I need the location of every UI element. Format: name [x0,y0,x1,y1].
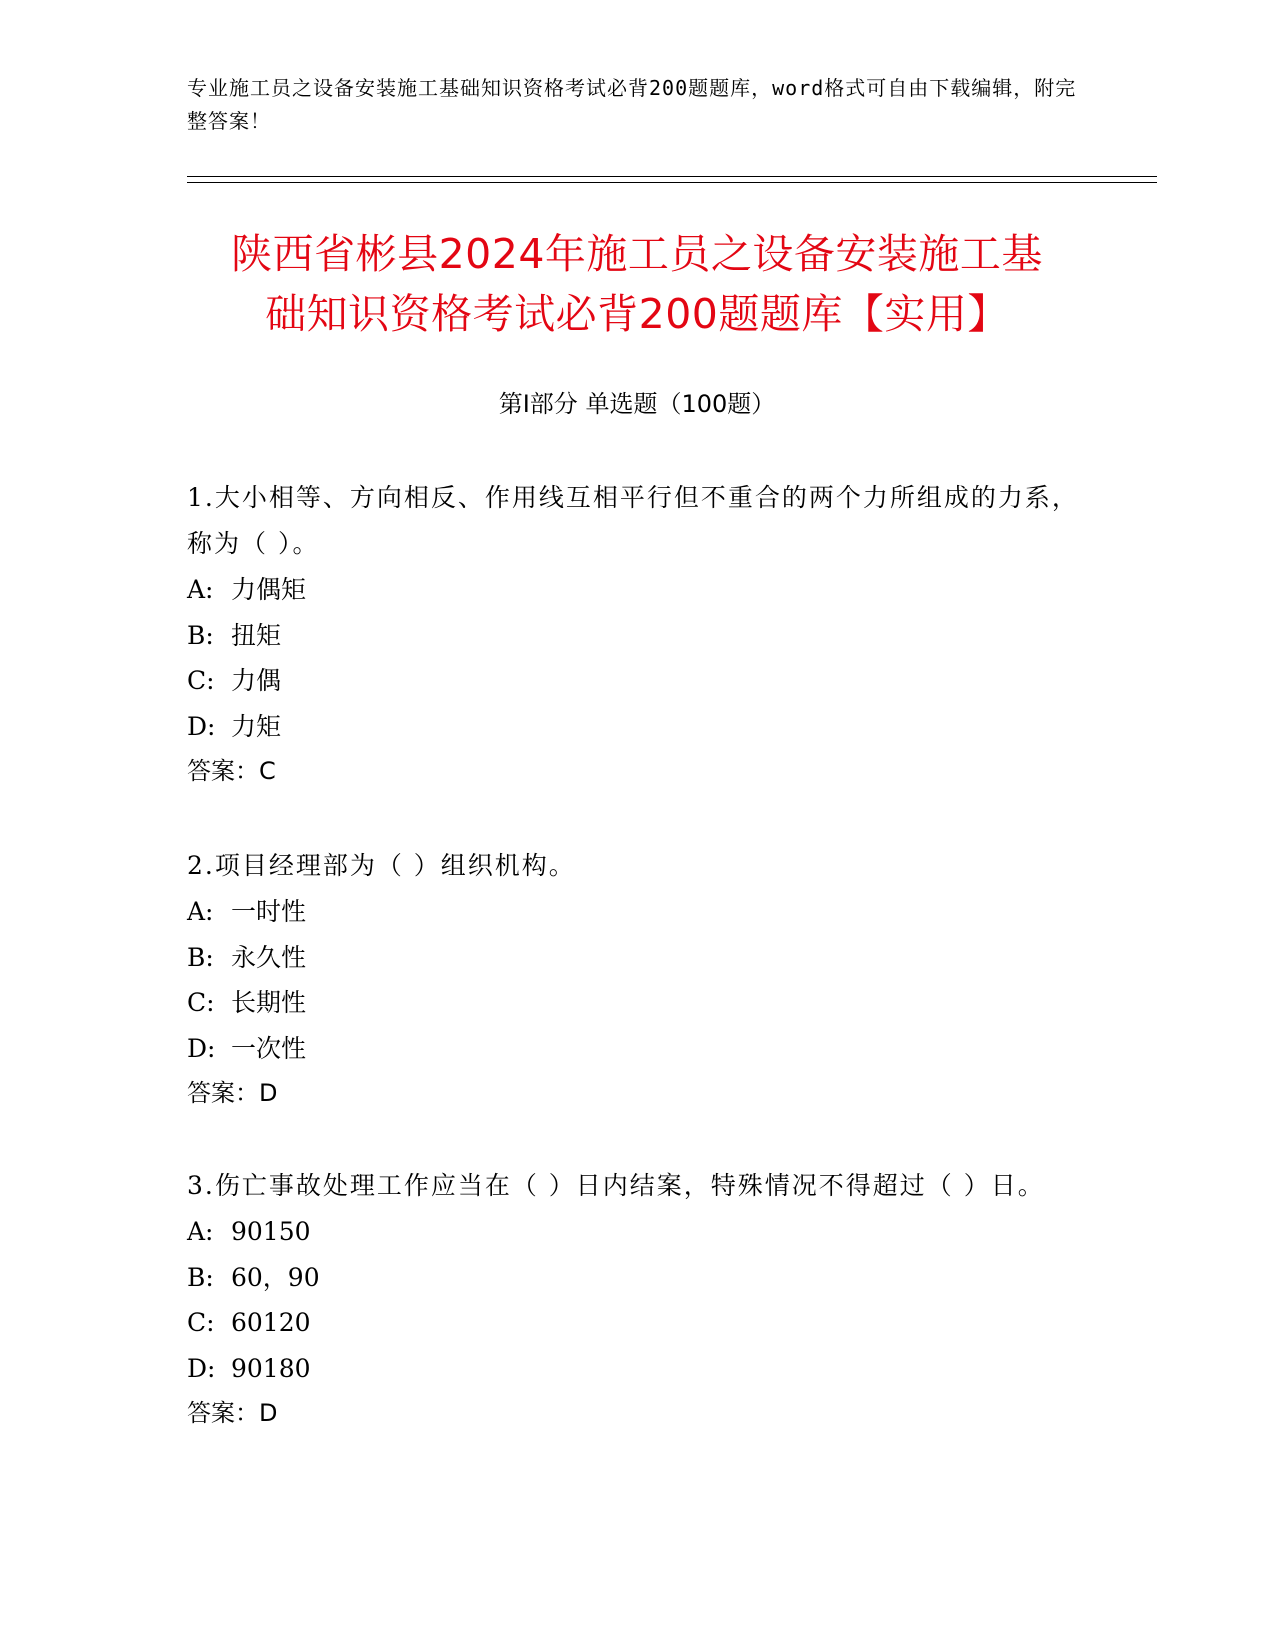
option-text: 90150 [231,1217,311,1246]
option-c [187,658,1087,704]
option-b [187,935,1087,981]
option-key: D: [187,1353,216,1383]
option-key: D: [187,711,216,741]
option-key: B: [187,1262,214,1292]
option-a [187,1209,1087,1255]
option-b [187,1255,1087,1301]
document-title [187,224,1087,344]
header-divider-bottom [187,182,1157,183]
option-c [187,980,1087,1026]
option-key: C: [187,988,215,1017]
option-text: 力偶矩 [231,575,307,604]
option-text: 60，90 [231,1262,320,1292]
option-text: 90180 [231,1353,311,1383]
option-b [187,613,1087,659]
option-key: A: [187,575,214,604]
option-text: 力矩 [231,711,282,741]
option-text: 力偶 [231,666,282,695]
document-title-line-1: 陕西省彬县2024年施工员之设备安装施工基 [231,230,1043,278]
option-text: 一次性 [231,1033,307,1063]
option-key: A: [187,897,214,926]
document-title-line-2: 础知识资格考试必背200题题库【实用】 [265,290,1009,338]
section-title: 第Ⅰ部分 单选题（100题） [498,390,776,418]
option-a [187,889,1087,935]
option-text: 扭矩 [231,620,282,650]
option-text: 一时性 [231,897,307,926]
option-text: 永久性 [231,942,307,972]
answer: 答案：D [187,1079,278,1107]
option-key: B: [187,942,214,972]
option-key: D: [187,1033,216,1063]
option-key: C: [187,1308,215,1337]
option-c [187,1300,1087,1346]
option-key: A: [187,1217,214,1246]
option-key: B: [187,620,214,650]
question-3 [187,1163,1087,1435]
option-d [187,1346,1087,1392]
option-a [187,567,1087,613]
option-text: 60120 [231,1308,311,1337]
question-2 [187,843,1087,1115]
question-stem: 2.项目经理部为（ ）组织机构。 [187,851,576,880]
header-note: 专业施工员之设备安装施工基础知识资格考试必背200题题库，word格式可自由下载编辑，附完整答案！ [187,76,1077,133]
option-key: C: [187,666,215,695]
option-d [187,1026,1087,1072]
question-1 [187,475,1087,793]
answer: 答案：C [187,757,276,785]
answer: 答案：D [187,1399,278,1427]
option-d [187,704,1087,750]
option-text: 长期性 [231,988,307,1017]
question-stem: 1.大小相等、方向相反、作用线互相平行但不重合的两个力所组成的力系，称为（ ）。 [187,483,1079,558]
question-stem: 3.伤亡事故处理工作应当在（ ）日内结案，特殊情况不得超过（ ）日。 [187,1171,1045,1200]
header-divider-top [187,176,1157,177]
